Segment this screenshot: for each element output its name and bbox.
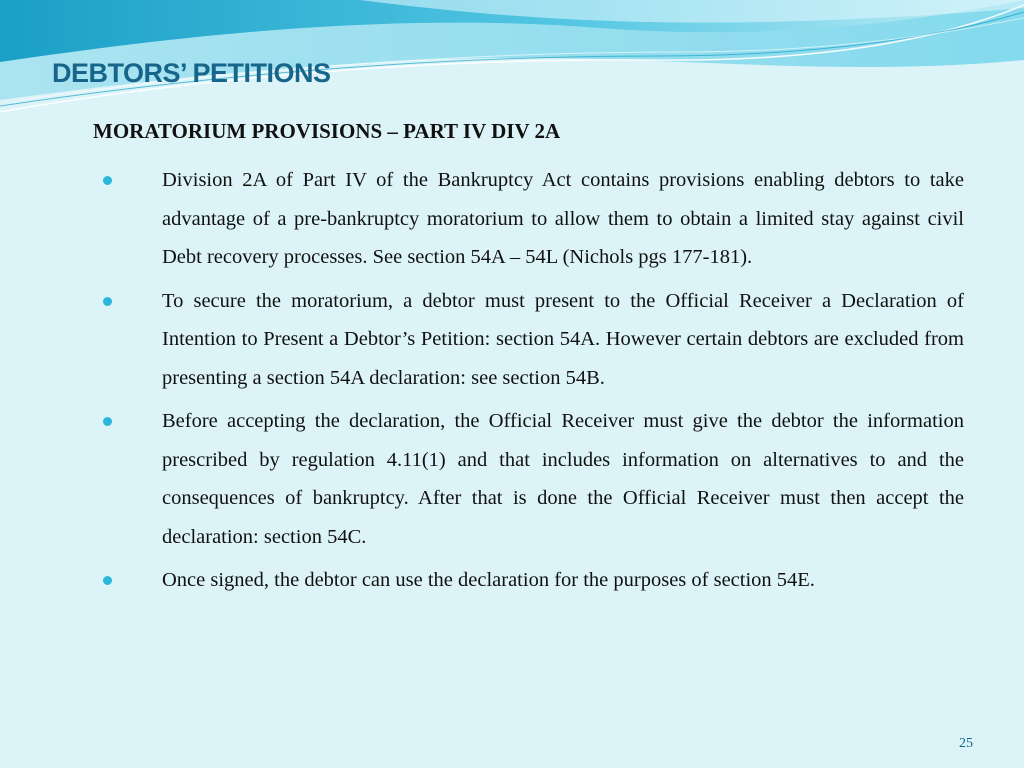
bullet-icon	[103, 417, 112, 426]
bullet-icon	[103, 297, 112, 306]
bullet-text: Before accepting the declaration, the Official Receiver must give the debtor the information prescribed by regulation 4.11(1) and that includes information on alternatives to and the consequences of bankruptcy. After that is done the Official Receiver must then accept the declaration: section 54C.	[162, 410, 964, 548]
bullet-text: To secure the moratorium, a debtor must present to the Official Receiver a Declaration of Intention to Present a Debtor’s Petition: section 54A. However certain debtors are excluded from presenting a section 54A declaration: see section 54B.	[162, 289, 964, 389]
bullet-icon	[103, 576, 112, 585]
list-item	[100, 161, 964, 277]
bullet-text: Once signed, the debtor can use the declaration for the purposes of section 54E.	[162, 569, 815, 591]
bullet-icon	[103, 176, 112, 185]
list-item	[100, 282, 964, 398]
list-item	[100, 561, 964, 600]
page-number: 25	[959, 736, 973, 751]
section-subheading: MORATORIUM PROVISIONS – PART IV DIV 2A	[93, 119, 561, 143]
list-item	[100, 402, 964, 556]
slide-title: DEBTORS’ PETITIONS	[52, 58, 331, 88]
bullet-text: Division 2A of Part IV of the Bankruptcy Act contains provisions enabling debtors to take advantage of a pre-bankruptcy moratorium to allow them to obtain a limited stay against civil Debt recovery processes. See section 54A – 54L (Nichols pgs 177-181).	[162, 169, 964, 268]
bullet-list	[100, 161, 964, 605]
